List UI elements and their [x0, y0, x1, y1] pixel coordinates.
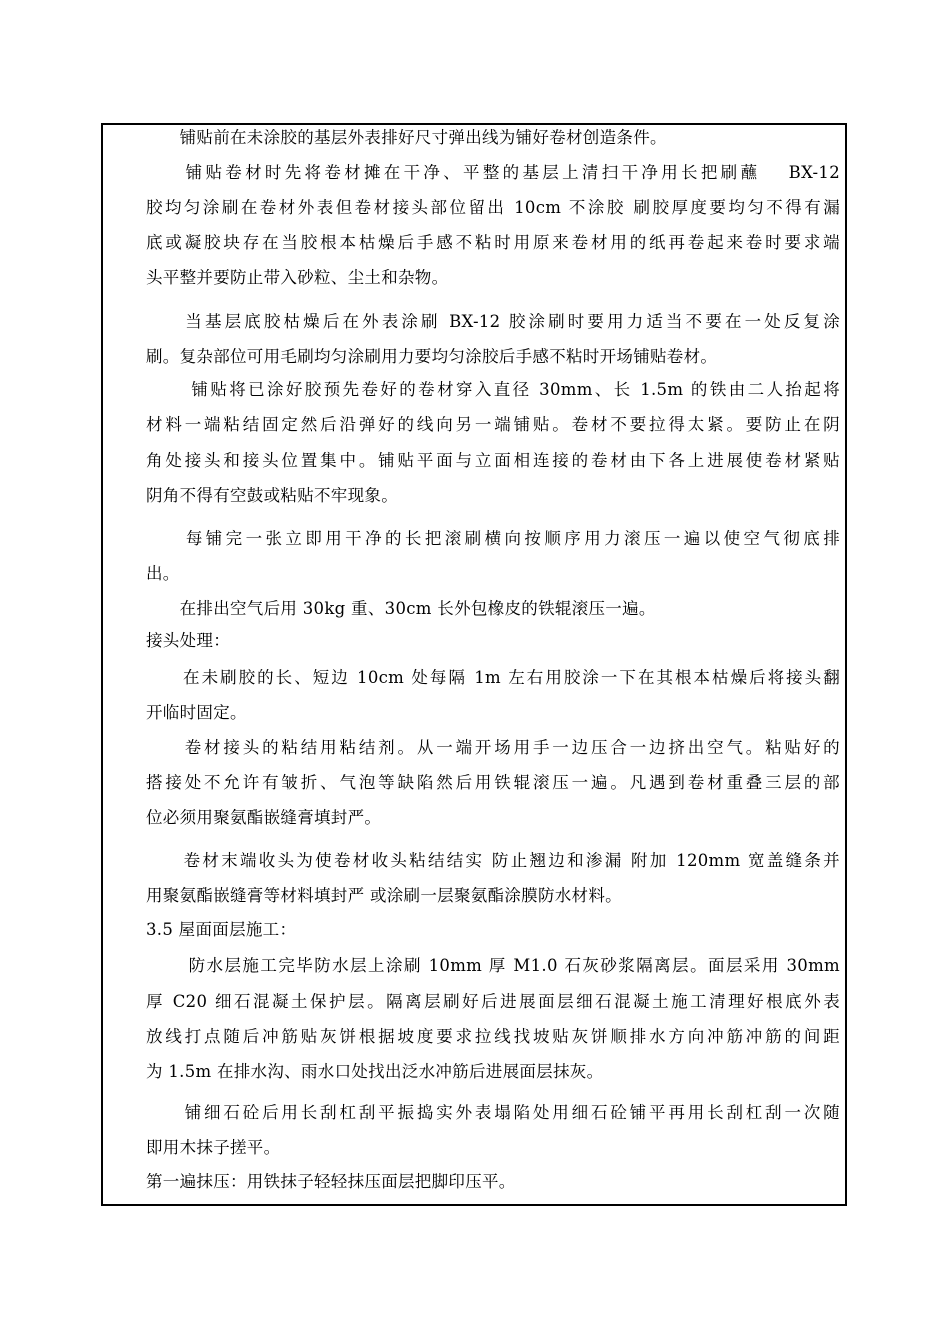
text-line: 位必须用聚氨酯嵌缝膏填封严。: [146, 808, 382, 827]
text-line: 铺细石砼后用长刮杠刮平振捣实外表塌陷处用细石砼铺平再用长刮杠刮一次随: [146, 1103, 840, 1122]
text-line: 在未刷胶的长、短边 10cm 处每隔 1m 左右用胶涂一下在其根本枯燥后将接头翻: [146, 668, 840, 687]
text-line: 角处接头和接头位置集中。铺贴平面与立面相连接的卷材由下各上进展使卷材紧贴: [146, 451, 840, 470]
text-line: 出。: [146, 564, 180, 583]
text-line: 卷材接头的粘结用粘结剂。从一端开场用手一边压合一边挤出空气。粘贴好的: [146, 738, 840, 757]
text-line: 铺贴前在未涂胶的基层外表排好尺寸弹出线为铺好卷材创造条件。: [146, 128, 667, 147]
text-line: 刷。复杂部位可用毛刷均匀涂刷用力要均匀涂胶后手感不粘时开场铺贴卷材。: [146, 347, 718, 366]
text-line: 底或凝胶块存在当胶根本枯燥后手感不粘时用原来卷材用的纸再卷起来卷时要求端: [146, 233, 840, 252]
text-line: 为 1.5m 在排水沟、雨水口处找出泛水冲筋后进展面层抹灰。: [146, 1062, 604, 1081]
text-line: 铺贴卷材时先将卷材摊在干净、平整的基层上清扫干净用长把刷蘸 BX-12: [146, 163, 840, 182]
text-line: 胶均匀涂刷在卷材外表但卷材接头部位留出 10cm 不涂胶 刷胶厚度要均匀不得有漏: [146, 198, 840, 217]
text-line: 接头处理：: [146, 631, 230, 650]
text-line: 防水层施工完毕防水层上涂刷 10mm 厚 M1.0 石灰砂浆隔离层。面层采用 30mm: [146, 956, 840, 975]
text-line: 材料一端粘结固定然后沿弹好的线向另一端铺贴。卷材不要拉得太紧。要防止在阴: [146, 415, 840, 434]
text-line: 搭接处不允许有皱折、气泡等缺陷然后用铁辊滚压一遍。凡遇到卷材重叠三层的部: [146, 773, 840, 792]
text-line: 放线打点随后冲筋贴灰饼根据坡度要求拉线找坡贴灰饼顺排水方向冲筋冲筋的间距: [146, 1027, 840, 1046]
text-line: 当基层底胶枯燥后在外表涂刷 BX-12 胶涂刷时要用力适当不要在一处反复涂: [146, 312, 840, 331]
text-line: 开临时固定。: [146, 703, 247, 722]
text-line: 头平整并要防止带入砂粒、尘土和杂物。: [146, 268, 449, 287]
section-heading: 3.5 屋面面层施工：: [146, 920, 297, 939]
text-line: 即用木抹子搓平。: [146, 1138, 281, 1157]
text-line: 第一遍抹压：用铁抹子轻轻抹压面层把脚印压平。: [146, 1172, 516, 1191]
text-line: 阴角不得有空鼓或粘贴不牢现象。: [146, 486, 398, 505]
text-line: 每铺完一张立即用干净的长把滚刷横向按顺序用力滚压一遍以使空气彻底排: [146, 529, 840, 548]
text-line: 用聚氨酯嵌缝膏等材料填封严 或涂刷一层聚氨酯涂膜防水材料。: [146, 886, 622, 905]
text-line: 卷材末端收头为使卷材收头粘结结实 防止翘边和渗漏 附加 120mm 宽盖缝条并: [146, 851, 840, 870]
text-line: 在排出空气后用 30kg 重、30cm 长外包橡皮的铁辊滚压一遍。: [146, 599, 656, 618]
text-line: 厚 C20 细石混凝土保护层。隔离层刷好后进展面层细石混凝土施工清理好根底外表: [146, 992, 840, 1011]
text-line: 铺贴将已涂好胶预先卷好的卷材穿入直径 30mm、长 1.5m 的铁由二人抬起将: [146, 380, 840, 399]
